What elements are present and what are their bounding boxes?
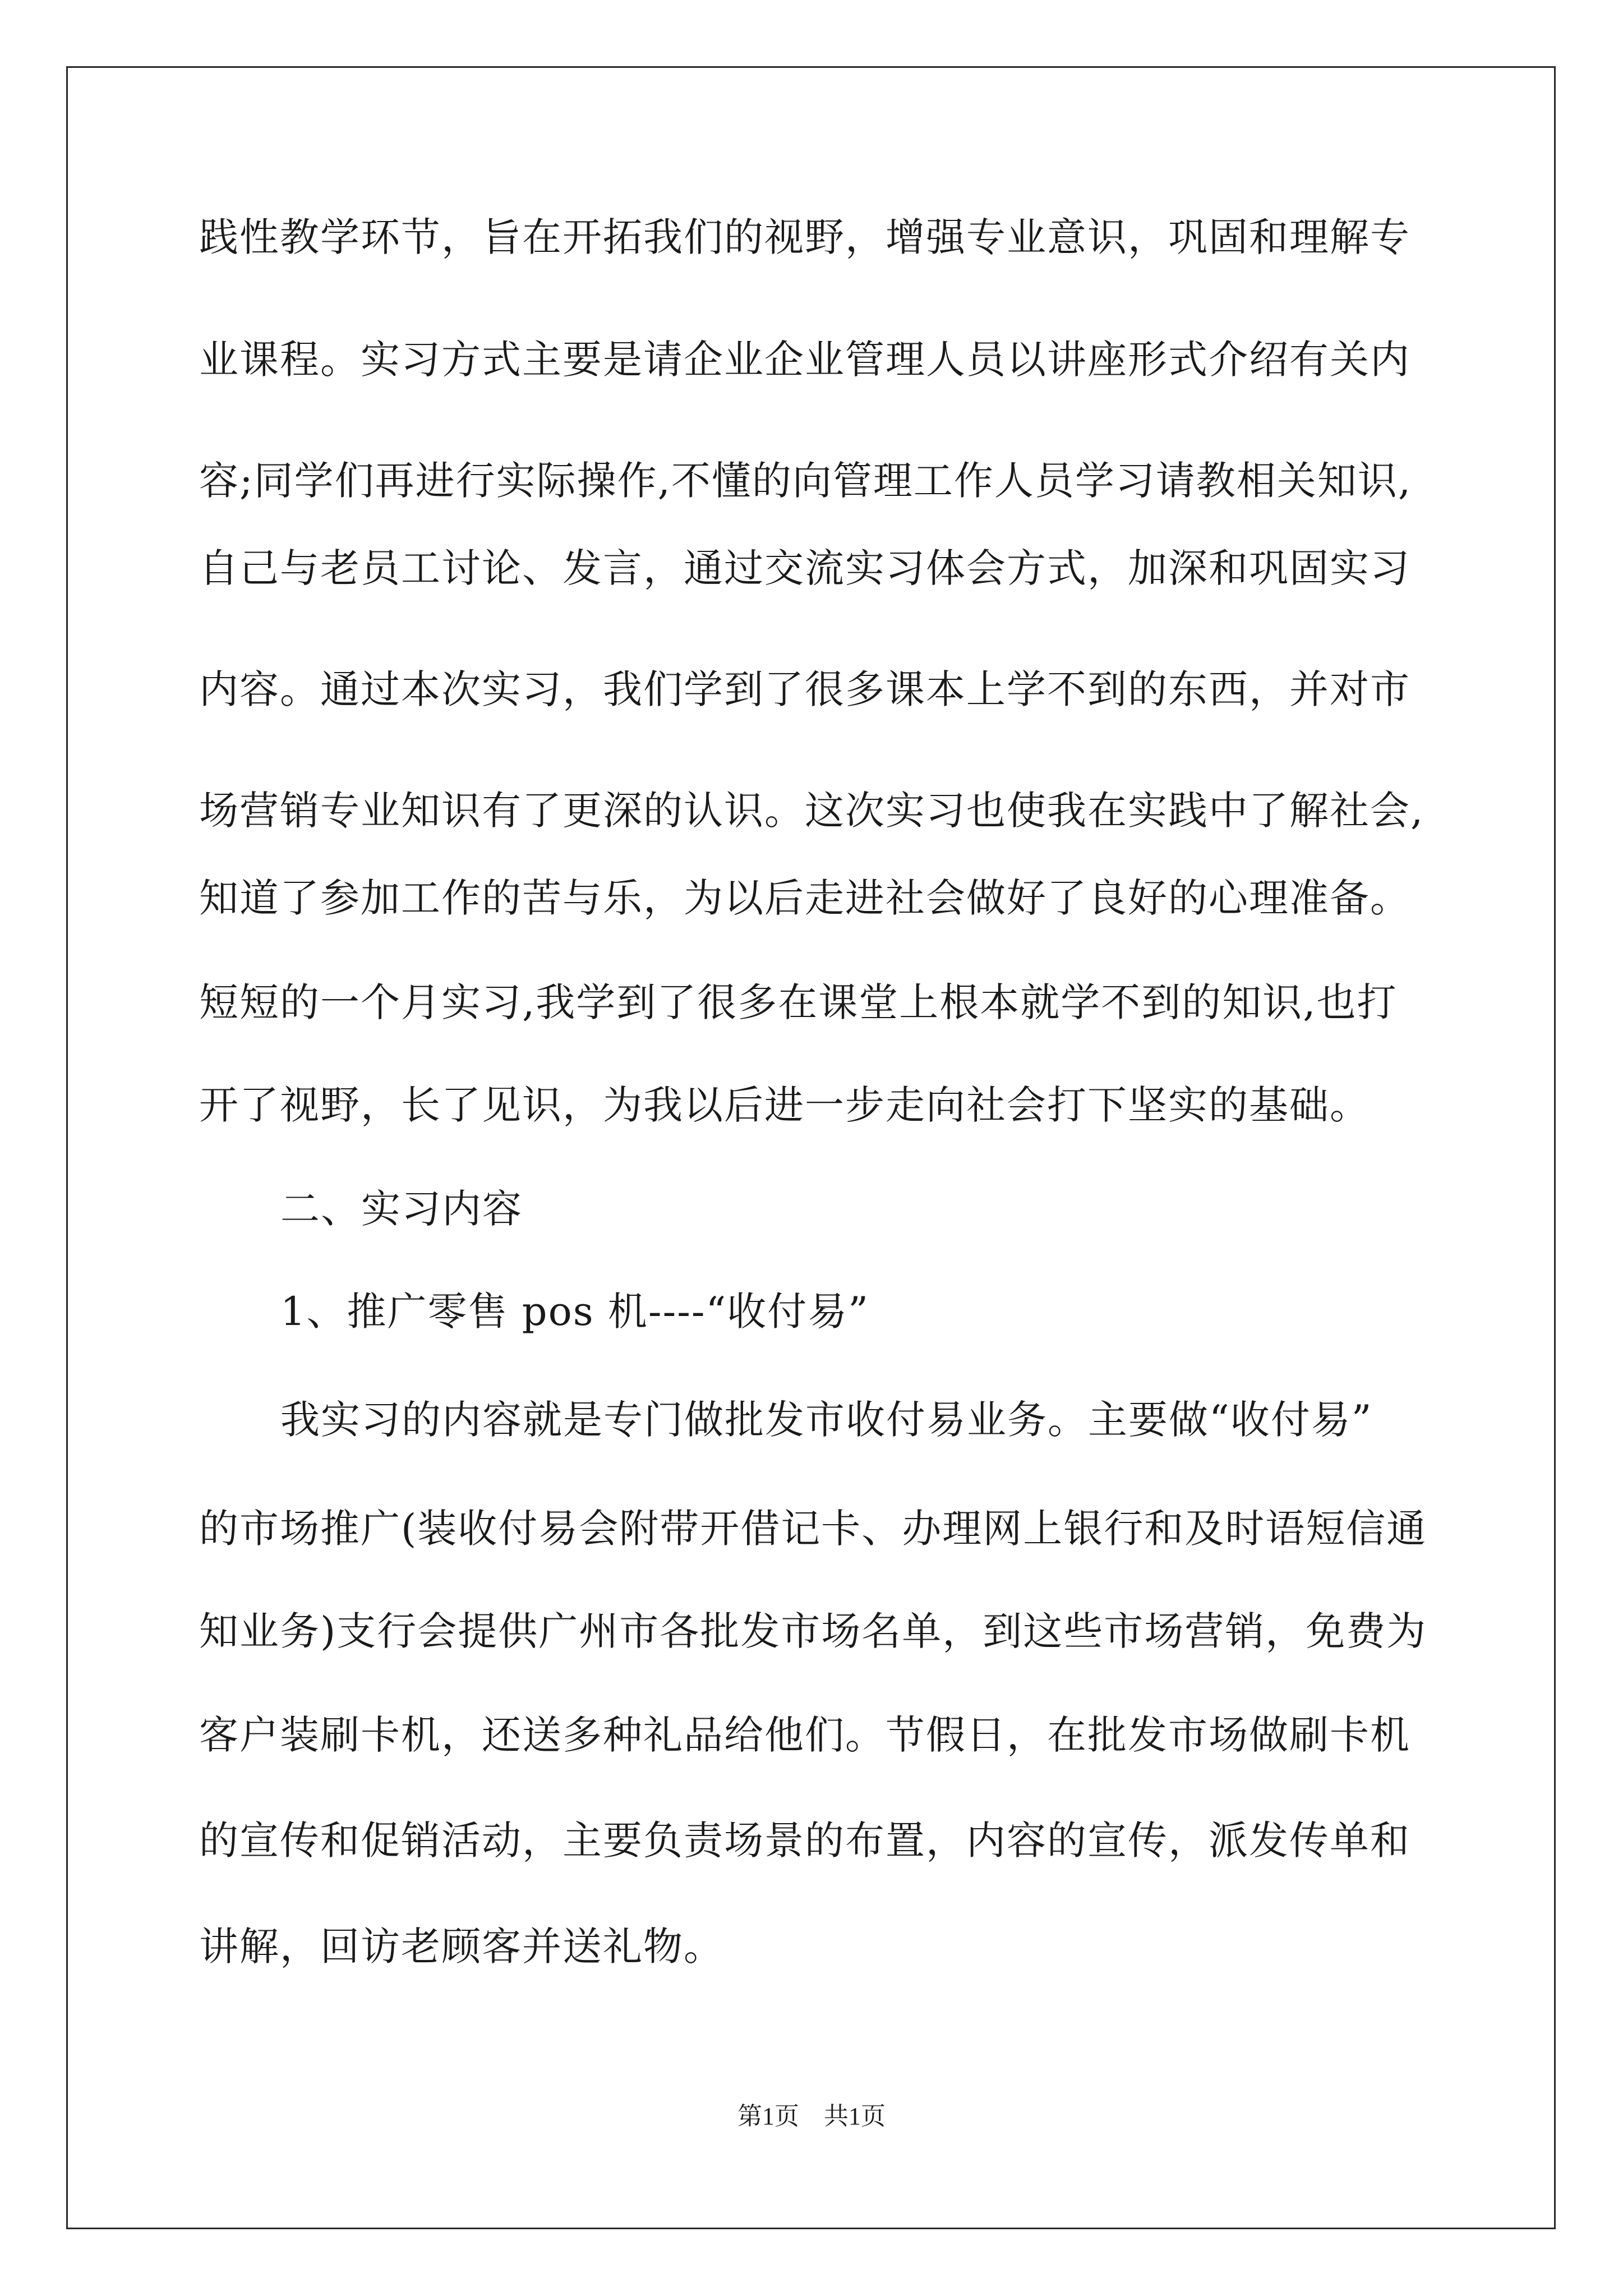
body-line-14: 的宣传和促销活动，主要负责场景的布置，内容的宣传，派发传单和	[199, 1818, 1410, 1864]
body-line-5: 内容。通过本次实习，我们学到了很多课本上学不到的东西，并对市	[199, 666, 1410, 712]
body-line-4: 自己与老员工讨论、发言，通过交流实习体会方式，加深和巩固实习	[199, 545, 1410, 591]
subsection-heading: 1、推广零售 pos 机----“收付易”	[280, 1289, 870, 1335]
body-line-10: 我实习的内容就是专门做批发市收付易业务。主要做“收付易”	[280, 1397, 1373, 1443]
body-line-13: 客户装刷卡机，还送多种礼品给他们。节假日，在批发市场做刷卡机	[199, 1712, 1410, 1758]
body-line-15: 讲解，回访老顾客并送礼物。	[199, 1924, 724, 1970]
page-number-footer: 第1页 共1页	[737, 2102, 886, 2130]
body-line-11: 的市场推广(装收付易会附带开借记卡、办理网上银行和及时语短信通	[199, 1506, 1427, 1552]
page-border	[66, 66, 1556, 2229]
body-line-1: 践性教学环节，旨在开拓我们的视野，增强专业意识，巩固和理解专	[199, 214, 1410, 260]
section-heading: 二、实习内容	[280, 1186, 523, 1232]
body-line-8: 短短的一个月实习,我学到了很多在课堂上根本就学不到的知识,也打	[199, 979, 1398, 1025]
body-line-3: 容;同学们再进行实际操作,不懂的向管理工作人员学习请教相关知识,	[199, 458, 1412, 504]
body-line-12: 知业务)支行会提供广州市各批发市场名单，到这些市场营销，免费为	[199, 1608, 1427, 1654]
body-line-6: 场营销专业知识有了更深的认识。这次实习也使我在实践中了解社会,	[199, 788, 1424, 834]
body-line-9: 开了视野，长了见识，为我以后进一步走向社会打下坚实的基础。	[199, 1082, 1370, 1128]
body-line-7: 知道了参加工作的苦与乐，为以后走进社会做好了良好的心理准备。	[199, 875, 1410, 921]
body-line-2: 业课程。实习方式主要是请企业企业管理人员以讲座形式介绍有关内	[199, 337, 1410, 383]
